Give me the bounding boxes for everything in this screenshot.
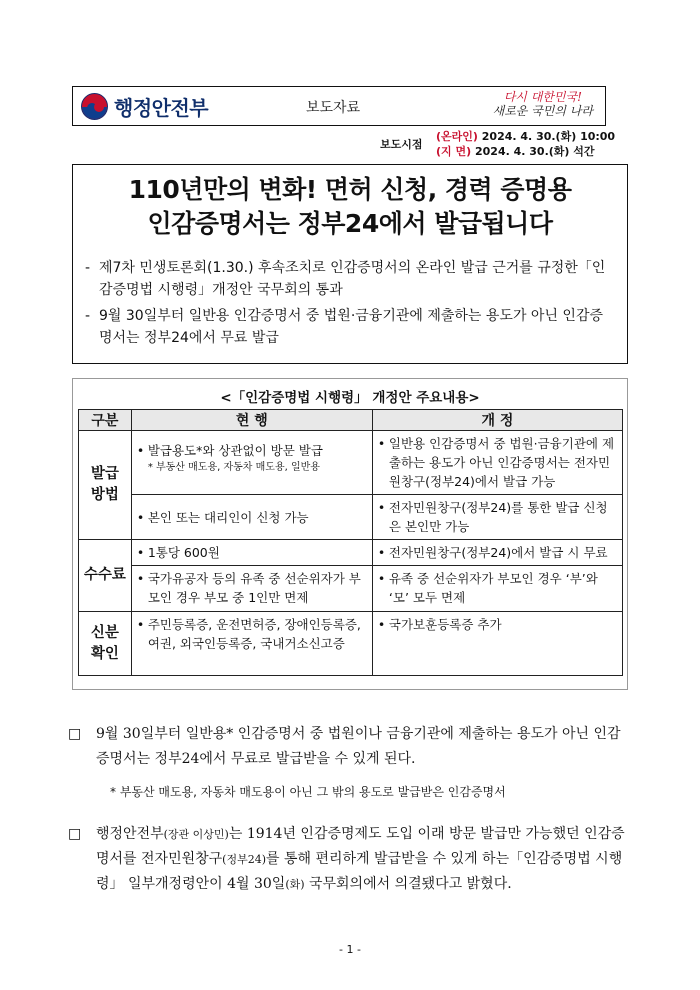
release-online-channel: (온라인) <box>436 130 478 143</box>
headline-line2: 인감증명서는 정부24에서 발급됩니다 <box>147 209 553 238</box>
page-number: - 1 - <box>339 943 361 956</box>
summary-bullets <box>85 257 615 353</box>
summary-bullet: - 제7차 민생토론회(1.30.) 후속조치로 인감증명서의 온라인 발급 근거를 규정한「인감증명법 시행령」개정안 국무회의 통과 <box>85 260 606 298</box>
amendment-summary-box <box>72 378 628 690</box>
headline <box>73 173 627 241</box>
revised-cell: • 일반용 인감증명서 중 법원·금융기관에 제출하는 용도가 아닌 인감증명서는 전자민원창구(정부24)에서 발급 가능 <box>372 431 622 495</box>
release-online-time: 2024. 4. 30.(화) 10:00 <box>481 130 616 143</box>
col-header-revised: 개 정 <box>372 410 622 431</box>
table-row <box>79 540 623 566</box>
table-row <box>79 431 623 495</box>
slogan-line1: 다시 대한민국! <box>503 90 582 104</box>
release-print-channel: (지 면) <box>436 145 472 158</box>
revised-cell: • 유족 중 선순위자가 부모인 경우 ‘부’와 ‘모’ 모두 면제 <box>372 566 622 612</box>
current-cell: • 발급용도*와 상관없이 방문 발급 * 부동산 매도용, 자동차 매도용, 일반용 <box>131 431 372 495</box>
headline-line1: 110년만의 변화! 면허 신청, 경력 증명용 <box>128 175 572 204</box>
category-cell: 발급 방법 <box>79 431 132 540</box>
current-cell: • 1통당 600원 <box>131 540 372 566</box>
square-bullet-icon: □ <box>68 726 82 742</box>
press-header <box>72 86 606 126</box>
table-row <box>79 566 623 612</box>
release-print <box>436 143 595 159</box>
taegeuk-icon <box>81 93 108 120</box>
headline-box <box>72 164 628 364</box>
release-print-time: 2024. 4. 30.(화) 석간 <box>474 145 595 158</box>
table-caption: <「인감증명법 시행령」 개정안 주요내용> <box>220 390 480 406</box>
summary-bullet: - 9월 30일부터 일반용 인감증명서 중 법원·금융기관에 제출하는 용도가 아닌 인감증명서는 정부24에서 무료 발급 <box>85 308 603 346</box>
body-paragraph-1: □ 9월 30일부터 일반용* 인감증명서 중 법원이나 금융기관에 제출하는 용도가 아닌 인감증명서는 정부24에서 무료로 발급받을 수 있게 된다. <box>72 722 632 772</box>
revised-cell: • 국가보훈등록증 추가 <box>372 612 622 676</box>
revised-cell: • 전자민원창구(정부24)에서 발급 시 무료 <box>372 540 622 566</box>
doc-type: 보도자료 <box>306 100 361 116</box>
col-header-current: 현 행 <box>131 410 372 431</box>
body-footnote: * 부동산 매도용, 자동차 매도용이 아닌 그 밖의 용도로 발급받은 인감증명서 <box>110 785 506 799</box>
table-row <box>79 495 623 540</box>
table-header-row <box>79 410 623 431</box>
current-cell: • 주민등록증, 운전면허증, 장애인등록증, 여권, 외국인등록증, 국내거소신고증 <box>131 612 372 676</box>
square-bullet-icon: □ <box>68 826 82 842</box>
revised-cell: • 전자민원창구(정부24)를 통한 발급 신청은 본인만 가능 <box>372 495 622 540</box>
col-header-category: 구분 <box>79 410 132 431</box>
slogan <box>493 90 593 118</box>
body-paragraph-2: □ 행정안전부(장관 이상민)는 1914년 인감증명제도 도입 이래 방문 발급만 가능했던 인감증명서를 전자민원창구(정부24)를 통해 편리하게 발급받을 수 있게 하는「인감증명법 시행령」 일부개정령안이 4월 30일(화) 국무회의에서 의결됐다고 밝혔다. <box>72 822 632 897</box>
slogan-line2: 새로운 국민의 나라 <box>492 104 593 118</box>
current-cell: • 본인 또는 대리인이 신청 가능 <box>131 495 372 540</box>
release-online <box>436 128 615 144</box>
ministry-logo <box>81 92 208 121</box>
org-name: 행정안전부 <box>114 96 209 120</box>
current-cell: • 국가유공자 등의 유족 중 선순위자가 부모인 경우 부모 중 1인만 면제 <box>131 566 372 612</box>
category-cell: 신분 확인 <box>79 612 132 676</box>
category-cell: 수수료 <box>79 540 132 612</box>
footnote-note: * 부동산 매도용, 자동차 매도용, 일반용 <box>147 462 320 473</box>
comparison-table <box>78 409 623 676</box>
release-label: 보도시점 <box>380 138 423 151</box>
table-row <box>79 612 623 676</box>
